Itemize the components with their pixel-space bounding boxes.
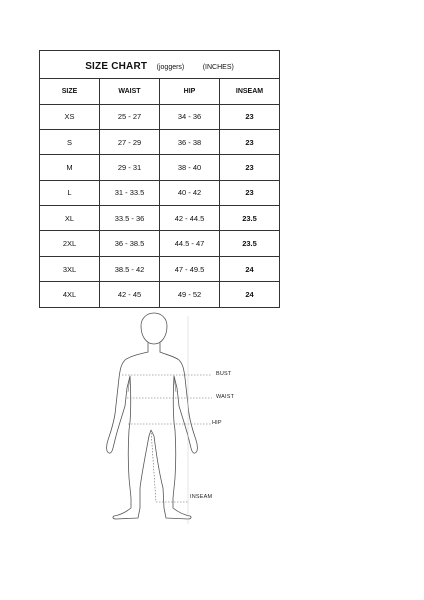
cell-hip: 44.5 - 47 <box>160 231 220 256</box>
header-waist: WAIST <box>100 79 160 105</box>
cell-inseam: 23.5 <box>220 206 280 231</box>
size-chart-subtitle: (joggers) <box>156 63 185 71</box>
size-chart-title-cell <box>40 51 280 79</box>
cell-inseam: 24 <box>220 256 280 281</box>
figure-body-outline <box>107 352 198 519</box>
cell-size: 2XL <box>40 231 100 256</box>
cell-size: 3XL <box>40 256 100 281</box>
waist-label: WAIST <box>216 394 235 400</box>
cell-size: L <box>40 180 100 205</box>
inseam-label: INSEAM <box>190 494 213 500</box>
cell-inseam: 23.5 <box>220 231 280 256</box>
cell-waist: 25 - 27 <box>100 104 160 129</box>
cell-size: 4XL <box>40 282 100 307</box>
cell-inseam: 23 <box>220 180 280 205</box>
cell-size: S <box>40 129 100 154</box>
cell-waist: 27 - 29 <box>100 129 160 154</box>
table-row <box>40 231 280 256</box>
cell-hip: 36 - 38 <box>160 129 220 154</box>
header-hip: HIP <box>160 79 220 105</box>
cell-hip: 40 - 42 <box>160 180 220 205</box>
cell-hip: 38 - 40 <box>160 155 220 180</box>
table-row <box>40 104 280 129</box>
cell-inseam: 23 <box>220 155 280 180</box>
cell-size: M <box>40 155 100 180</box>
cell-hip: 49 - 52 <box>160 282 220 307</box>
size-chart-body <box>40 104 280 307</box>
cell-waist: 42 - 45 <box>100 282 160 307</box>
figure-head <box>141 313 167 344</box>
figure-inner-arms <box>128 376 176 392</box>
size-chart-header-row <box>40 79 280 105</box>
table-row <box>40 282 280 307</box>
cell-waist: 36 - 38.5 <box>100 231 160 256</box>
header-inseam: INSEAM <box>220 79 280 105</box>
cell-waist: 38.5 - 42 <box>100 256 160 281</box>
cell-waist: 29 - 31 <box>100 155 160 180</box>
table-row <box>40 206 280 231</box>
size-chart-title-row <box>40 51 280 79</box>
size-chart-unit: (INCHES) <box>202 63 234 71</box>
hip-label: HIP <box>212 420 222 426</box>
cell-inseam: 23 <box>220 129 280 154</box>
header-size: SIZE <box>40 79 100 105</box>
cell-waist: 33.5 - 36 <box>100 206 160 231</box>
cell-waist: 31 - 33.5 <box>100 180 160 205</box>
table-row <box>40 256 280 281</box>
table-row <box>40 180 280 205</box>
cell-hip: 34 - 36 <box>160 104 220 129</box>
size-chart-table <box>39 50 280 308</box>
size-chart-title: SIZE CHART <box>85 60 148 72</box>
table-row <box>40 155 280 180</box>
cell-hip: 42 - 44.5 <box>160 206 220 231</box>
table-row <box>40 129 280 154</box>
bust-label: BUST <box>216 371 232 377</box>
inseam-line <box>151 430 156 502</box>
cell-size: XL <box>40 206 100 231</box>
cell-inseam: 23 <box>220 104 280 129</box>
cell-inseam: 24 <box>220 282 280 307</box>
cell-size: XS <box>40 104 100 129</box>
cell-hip: 47 - 49.5 <box>160 256 220 281</box>
